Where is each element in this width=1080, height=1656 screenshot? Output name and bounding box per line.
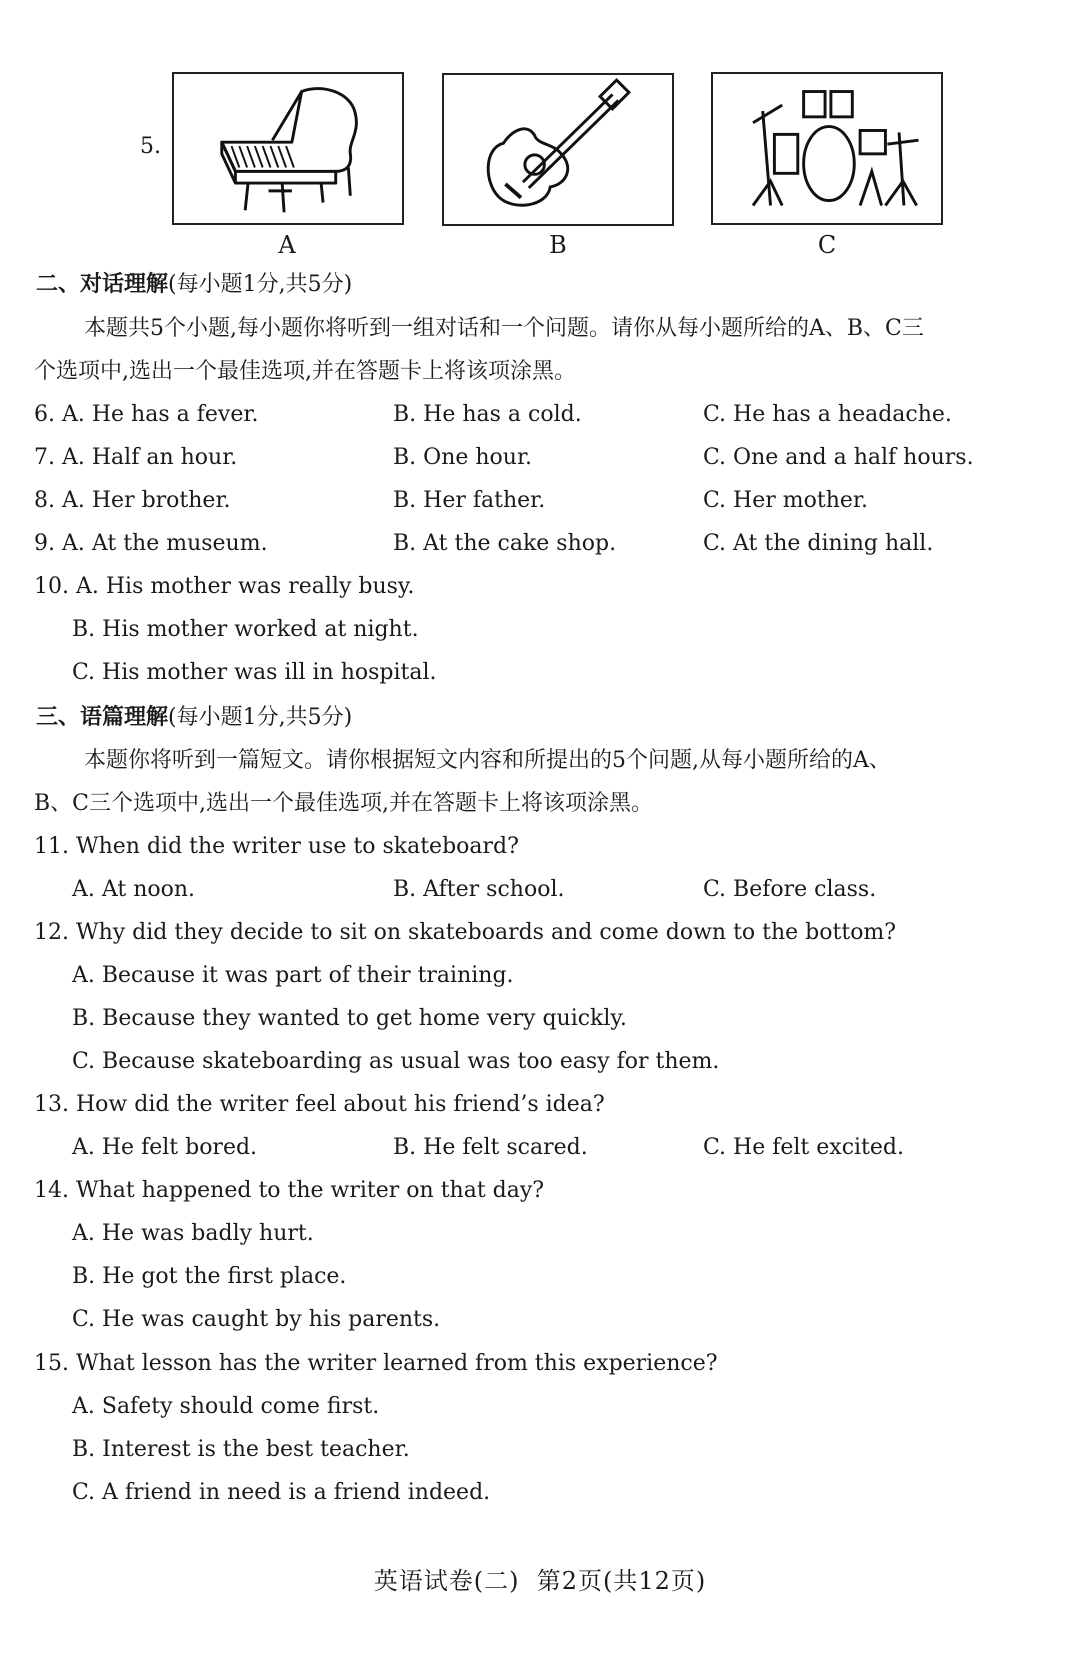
q15-question: 15. What lesson has the writer learned from this experience?: [34, 1351, 718, 1376]
option-b-label: B: [549, 231, 567, 259]
piano-icon: [174, 74, 402, 223]
q12-option-c: C. Because skateboarding as usual was too easy for them.: [72, 1049, 720, 1074]
section-3-score: (每小题1分,共5分): [168, 705, 353, 730]
section-3-title: 三、语篇理解: [36, 705, 169, 730]
q14-question: 14. What happened to the writer on that day?: [34, 1178, 545, 1203]
q10-option-b: B. His mother worked at night.: [72, 617, 419, 642]
q13-option-a: A. He felt bored.: [72, 1135, 258, 1160]
q7-option-b: B. One hour.: [393, 445, 533, 470]
q7-option-a: 7. A. Half an hour.: [34, 445, 238, 470]
option-a-label: A: [278, 231, 296, 259]
option-a-picture: [172, 72, 404, 225]
q14-option-c: C. He was caught by his parents.: [72, 1307, 441, 1332]
section-2-instructions-line-1: 本题共5个小题,每小题你将听到一组对话和一个问题。请你从每小题所给的A、B、C三: [84, 316, 924, 341]
q8-option-c: C. Her mother.: [703, 488, 868, 513]
section-2-heading: [36, 270, 352, 300]
q11-option-b: B. After school.: [393, 877, 565, 902]
q13-option-b: B. He felt scared.: [393, 1135, 588, 1160]
q8-option-b: B. Her father.: [393, 488, 546, 513]
q14-option-a: A. He was badly hurt.: [72, 1221, 314, 1246]
q10-option-c: C. His mother was ill in hospital.: [72, 660, 437, 685]
section-3-heading: [36, 703, 352, 733]
q8-option-a: 8. A. Her brother.: [34, 488, 231, 513]
q6-option-a: 6. A. He has a fever.: [34, 402, 259, 427]
q9-option-b: B. At the cake shop.: [393, 531, 617, 556]
q13-option-c: C. He felt excited.: [703, 1135, 904, 1160]
q12-question: 12. Why did they decide to sit on skateboards and come down to the bottom?: [34, 920, 897, 945]
q11-question: 11. When did the writer use to skateboard?: [34, 834, 519, 859]
section-2-instructions-line-2: 个选项中,选出一个最佳选项,并在答题卡上将该项涂黑。: [34, 359, 576, 384]
option-c-picture: [711, 72, 943, 225]
q15-option-b: B. Interest is the best teacher.: [72, 1437, 410, 1462]
q9-option-a: 9. A. At the museum.: [34, 531, 268, 556]
q11-option-c: C. Before class.: [703, 877, 877, 902]
q6-option-c: C. He has a headache.: [703, 402, 952, 427]
section-3-instructions-line-1: 本题你将听到一篇短文。请你根据短文内容和所提出的5个问题,从每小题所给的A、: [84, 748, 891, 773]
option-b-picture: [442, 73, 674, 226]
q12-option-a: A. Because it was part of their training.: [72, 963, 514, 988]
section-2-score: (每小题1分,共5分): [168, 272, 353, 297]
section-3-instructions-line-2: B、C三个选项中,选出一个最佳选项,并在答题卡上将该项涂黑。: [34, 791, 653, 816]
q13-question: 13. How did the writer feel about his friend’s idea?: [34, 1092, 605, 1117]
q12-option-b: B. Because they wanted to get home very quickly.: [72, 1006, 627, 1031]
option-c-label: C: [817, 231, 837, 259]
section-2-title: 二、对话理解: [36, 272, 169, 297]
q11-option-a: A. At noon.: [72, 877, 196, 902]
question-5-number: 5.: [140, 134, 161, 159]
page-footer: 英语试卷(二) 第2页(共12页): [373, 1567, 707, 1595]
q10-option-a: 10. A. His mother was really busy.: [34, 574, 415, 599]
guitar-icon: [444, 75, 672, 224]
q14-option-b: B. He got the first place.: [72, 1264, 347, 1289]
q6-option-b: B. He has a cold.: [393, 402, 582, 427]
q7-option-c: C. One and a half hours.: [703, 445, 974, 470]
q15-option-a: A. Safety should come first.: [72, 1394, 380, 1419]
drum-kit-icon: [713, 74, 941, 223]
q15-option-c: C. A friend in need is a friend indeed.: [72, 1480, 491, 1505]
q9-option-c: C. At the dining hall.: [703, 531, 934, 556]
